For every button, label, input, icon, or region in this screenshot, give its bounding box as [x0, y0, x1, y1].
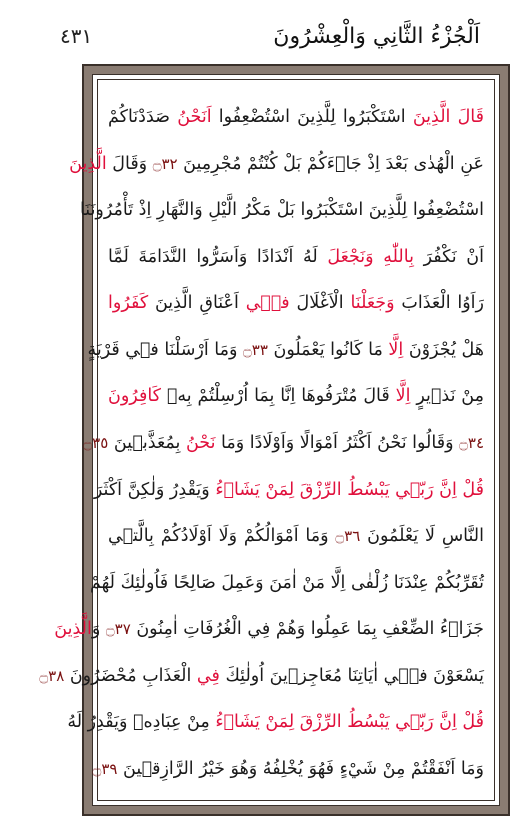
verse-text: وَ	[91, 619, 106, 640]
highlighted-text: كَفَرُوا	[108, 293, 149, 314]
text-line	[108, 284, 484, 322]
juz-title: اَلْجُزْءُ الثَّانِي وَالْعِشْرُونَ	[273, 23, 480, 49]
verse-text: الْاَغْلَالَ	[289, 293, 351, 314]
highlighted-text: فٖۤي	[245, 293, 290, 314]
verse-text: جَزَاۤءُ الضِّعْفِ بِمَا عَمِلُوا وَهُمْ فِي الْغُرُفَاتِ اٰمِنُونَ	[130, 619, 484, 640]
verse-text: بِمُعَذَّبٖينَ	[108, 432, 186, 453]
verse-text: اَنْ نَكْفُرَ	[413, 246, 484, 267]
highlighted-text: اَنَحْنُ	[177, 107, 212, 127]
page-frame	[39, 64, 510, 816]
verse-text: النَّاسِ لَا يَعْلَمُونَ	[360, 526, 484, 547]
verse-text: وَمَا اَمْوَالُكُمْ وَلَا اَوْلَادُكُمْ بِالَّتٖي	[108, 526, 336, 547]
text-line	[108, 377, 484, 415]
text-line	[108, 98, 484, 136]
text-line	[108, 238, 484, 276]
text-line	[89, 564, 484, 602]
text-line	[108, 517, 484, 555]
highlighted-text: اِلَّا	[395, 386, 411, 407]
text-line	[79, 191, 484, 229]
text-line	[92, 750, 484, 788]
ayah-number-marker: ۝٣٦	[335, 527, 361, 546]
highlighted-text: فِي	[196, 665, 220, 686]
ayah-number-marker: ۝٣٣	[243, 340, 268, 359]
ayah-number-marker: ۝٣٧	[105, 620, 131, 639]
text-line	[67, 703, 484, 741]
page-header	[60, 16, 480, 56]
text-line	[83, 424, 484, 462]
verse-text: هَلْ يُجْزَوْنَ	[403, 339, 484, 360]
ayah-number-marker: ۝٣٨	[39, 666, 65, 685]
highlighted-text: الَّذِينَ	[69, 153, 107, 174]
highlighted-text: اِلَّا	[388, 339, 404, 360]
text-line	[87, 331, 484, 369]
ayah-number-marker: ۝٣٥	[83, 433, 109, 452]
verse-text: وَيَقْدِرُ وَلٰكِنَّ اَكْثَرَ	[93, 479, 216, 500]
verse-text: اَعْنَاقِ الَّذِينَ	[148, 293, 246, 314]
ayah-number-marker: ۝٣٤	[459, 433, 484, 452]
highlighted-text: بِاللّٰهِ وَنَجْعَلَ	[327, 246, 414, 267]
highlighted-text: كَافِرُونَ	[108, 386, 161, 407]
highlighted-text: الَّذِينَ	[54, 619, 92, 640]
verse-text: اسْتَكْبَرُوا لِلَّذِينَ اسْتُضْعِفُوا	[211, 107, 413, 127]
text-panel	[39, 79, 495, 801]
verse-text: صَدَدْنَاكُمْ	[108, 107, 178, 127]
highlighted-text: قُلْ اِنَّ رَبّٖي يَبْسُطُ الرِّزْقَ لِمَنْ يَشَاۤءُ	[215, 479, 484, 500]
verse-text: لَهُ اَنْدَادًا وَاَسَرُّوا النَّدَامَةَ لَمَّا	[108, 246, 328, 267]
text-line	[93, 471, 484, 509]
text-line	[54, 610, 484, 648]
frame-border	[39, 74, 500, 806]
verse-text: مَا كَانُوا يَعْمَلُونَ	[267, 339, 389, 360]
ayah-number-marker: ۝٣٢	[152, 154, 178, 173]
verse-text: الْعَذَابِ مُحْضَرُونَ	[64, 665, 197, 686]
highlighted-text: نَحْنُ	[185, 432, 216, 453]
verse-text: وَقَالَ	[106, 153, 153, 174]
verse-text: عَنِ الْهُدٰى بَعْدَ اِذْ جَاۤءَكُمْ بَلْ كُنْتُمْ مُجْرِمِينَ	[177, 153, 484, 174]
highlighted-text: وَجَعَلْنَا	[350, 293, 395, 314]
verse-text: رَاَوُا الْعَذَابَ	[394, 293, 484, 314]
verse-text: قَالَ مُتْرَفُوهَا اِنَّا بِمَا اُرْسِلْتُمْ بِهٖ	[161, 386, 396, 407]
verse-text: اسْتُضْعِفُوا لِلَّذِينَ اسْتَكْبَرُوا بَلْ مَكْرُ الَّيْلِ وَالنَّهَارِ اِذْ تَأْمُرُونَنَا	[79, 200, 484, 221]
text-line	[39, 657, 484, 695]
verse-text: مِنْ نَذٖيرٍ	[410, 386, 485, 407]
highlighted-text: قُلْ اِنَّ رَبّٖي يَبْسُطُ الرِّزْقَ لِمَنْ يَشَاۤءُ	[215, 712, 484, 733]
verse-text: وَمَا اَرْسَلْنَا فٖي قَرْيَةٍ	[87, 339, 243, 360]
verse-text: وَمَا اَنْفَقْتُمْ مِنْ شَيْءٍ فَهُوَ يُخْلِفُهُ وَهُوَ خَيْرُ الرَّازِقٖينَ	[117, 758, 484, 779]
ayah-number-marker: ۝٣٩	[92, 759, 118, 778]
verse-text: تُقَرِّبُكُمْ عِنْدَنَا زُلْفٰى اِلَّا مَنْ اٰمَنَ وَعَمِلَ صَالِحًا فَاُولٰئِكَ لَهُمْ	[89, 572, 484, 593]
highlighted-text: قَالَ الَّذِينَ	[412, 107, 484, 127]
verse-text: وَقَالُوا نَحْنُ اَكْثَرُ اَمْوَالًا وَاَوْلَادًا وَمَا	[215, 432, 460, 453]
quran-text-block	[39, 98, 485, 788]
verse-text: مِنْ عِبَادِهٖ وَيَقْدِرُ لَهُ	[67, 712, 216, 733]
text-line	[69, 145, 484, 183]
verse-text: يَسْعَوْنَ فٖۤي اٰيَاتِنَا مُعَاجِزٖينَ اُولٰئِكَ	[219, 665, 484, 686]
page-number: ٤٣١	[60, 24, 93, 48]
